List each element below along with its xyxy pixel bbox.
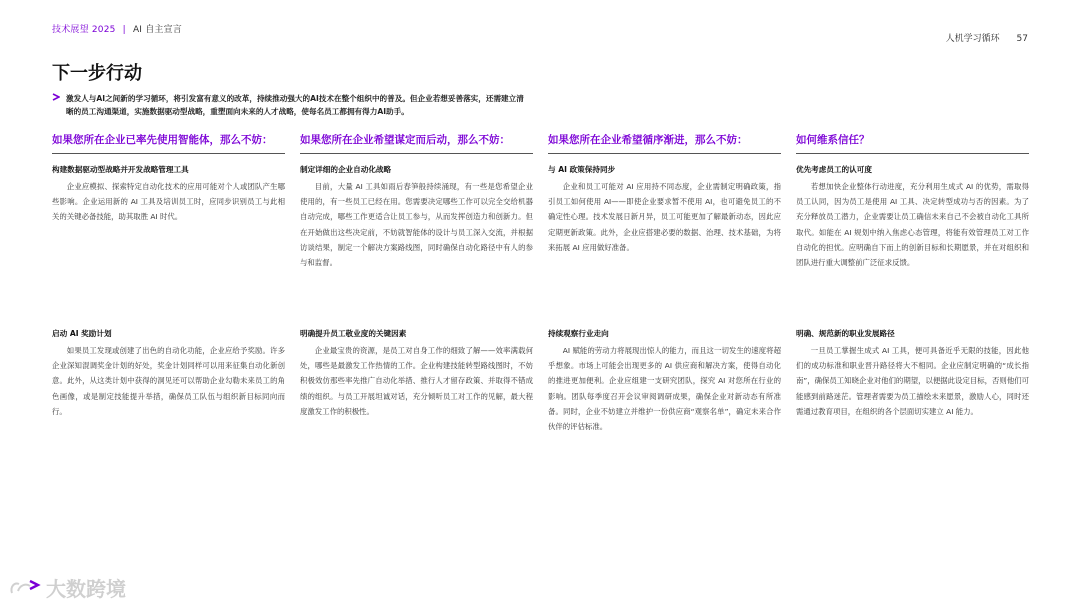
intro-paragraph: 激发人与AI之间新的学习循环，将引发富有意义的改革，持续推动强大的AI技术在整个组织中的普及。但企业若想妥善落实，还需建立清晰的员工沟通渠道，实施数据驱动型战略，重塑面向未来的人才战略，使每名员工都拥有得力AI助手。 bbox=[66, 94, 524, 116]
chevron-right-icon bbox=[52, 93, 60, 101]
section-block bbox=[300, 318, 533, 419]
section-block bbox=[52, 318, 285, 419]
section-block bbox=[548, 318, 781, 434]
section-title: 优先考虑员工的认可度 bbox=[796, 165, 872, 174]
report-subtitle: AI 自主宣言 bbox=[132, 25, 183, 35]
column-deliberate bbox=[300, 132, 533, 416]
section-title: 构建数据驱动型战略并开发战略管理工具 bbox=[52, 165, 189, 174]
watermark-logo-icon bbox=[8, 577, 42, 599]
column-early-adopter bbox=[52, 132, 285, 416]
page-title: 下一步行动 bbox=[52, 63, 142, 84]
section-title: 制定详细的企业自动化战略 bbox=[300, 165, 392, 174]
section-body: 若想加快企业整体行动进度，充分利用生成式 AI 的优势，需取得员工认同，因为员工是使用 AI 工具、决定转型成功与否的因素。为了充分释放员工潜力，企业需要让员工确信未来自己不会被自动化工具所取代。如能在 AI 规划中纳入焦虑心态管理，将能有效管理员工对工作自动化的担忧。应明确自下而上的创新目标和长期愿景，并在对组织和团队进行重大调整前广泛征求反馈。 bbox=[796, 182, 1029, 268]
column-heading: 如果您所在企业已率先使用智能体，那么不妨： bbox=[52, 132, 285, 154]
watermark bbox=[8, 573, 126, 602]
section-body: 一旦员工掌握生成式 AI 工具，便可具备近乎无限的技能，因此他们的成功标准和职业晋升路径将大不相同。企业应制定明确的“成长指南”，确保员工知晓企业对他们的期望，以便据此设定目标，否则他们可能感到前路迷茫。管理者需要为员工描绘未来愿景，激励人心，同时还需通过教育项目，在组织的各个层面切实建立 AI 能力。 bbox=[796, 346, 1029, 416]
report-name: 技术展望 2025 bbox=[52, 25, 116, 35]
header-separator: | bbox=[122, 25, 126, 35]
section-body: AI 赋能的劳动力将展现出惊人的能力，而且这一切发生的速度将超乎想象。市场上可能会出现更多的 AI 供应商和解决方案，使得自动化的推进更加便利。企业应组建一支研究团队，探究 AI 对您所在行业的影响。团队每季度召开会议审阅调研成果，确保企业对新动态有所准备。同时，企业不妨建立并维护一份供应商“观察名单”，确定未来合作伙伴的评估标准。 bbox=[548, 346, 781, 432]
column-heading: 如果您所在企业希望谋定而后动，那么不妨： bbox=[300, 132, 533, 154]
section-name: 人机学习循环 bbox=[945, 34, 1000, 44]
column-heading: 如何维系信任？ bbox=[796, 132, 1029, 154]
section-title: 与 AI 政策保持同步 bbox=[548, 165, 616, 174]
section-body: 企业和员工可能对 AI 应用持不同态度，企业需制定明确政策，指引员工如何使用 AI——即使企业要求暂不使用 AI，也可避免员工的不确定性心理。技术发展日新月异，员工可能更加了解最新动态，因此应定期更新政策。此外，企业应搭建必要的数据、治理、技术基础，为将来拓展 AI 应用做好准备。 bbox=[548, 182, 781, 252]
section-body: 目前，大量 AI 工具如雨后春笋般持续涌现，有一些是您希望企业使用的，有一些员工已经在用。您需要决定哪些工作可以完全交给机器自动完成，哪些工作更适合让员工参与，从而发挥创造力和创新力。但在开始做出这些决定前，不妨就智能体的设计与员工深入交流，并根据访谈结果，制定一个解决方案路线图，同时确保自动化路径中有人的参与和监督。 bbox=[300, 182, 533, 268]
section-body: 如果员工发现或创建了出色的自动化功能，企业应给予奖励。许多企业深知混调奖金计划的好处，奖金计划同样可以用来征集自动化新创意。此外，从这类计划中获得的洞见还可以帮助企业勾勒未来员工的角色画像，或是制定技能提升举措，确保员工队伍与组织新目标同向而行。 bbox=[52, 346, 285, 416]
section-header bbox=[946, 31, 1028, 44]
watermark-text: 大数跨境 bbox=[46, 577, 126, 601]
column-heading: 如果您所在企业希望循序渐进，那么不妨： bbox=[548, 132, 781, 154]
section-title: 启动 AI 奖励计划 bbox=[52, 329, 112, 338]
section-title: 持续观察行业走向 bbox=[548, 329, 609, 338]
section-title: 明确提升员工敬业度的关键因素 bbox=[300, 329, 407, 338]
section-body: 企业应模拟、探索特定自动化技术的应用可能对个人或团队产生哪些影响。企业运用新的 AI 工具及培训员工时，应同步识别员工与此相关的关键必备技能，助其取胜 AI 时代。 bbox=[52, 182, 285, 222]
section-body: 企业最宝贵的资源，是员工对自身工作的细致了解——效率满载何处，哪些是最激发工作热情的工作。企业构建技能转型路线图时，不妨积极效仿那些率先推广自动化举措、推行人才留存政策、并取得不错成绩的组织。与员工开展坦诚对话，充分倾听员工对工作的见解，最大程度激发工作的积极性。 bbox=[300, 346, 533, 416]
column-trust bbox=[796, 132, 1029, 416]
page-number: 57 bbox=[1016, 34, 1028, 44]
section-block bbox=[796, 318, 1029, 419]
section-title: 明确、规范新的职业发展路径 bbox=[796, 329, 895, 338]
report-header bbox=[52, 22, 182, 35]
column-gradual bbox=[548, 132, 781, 432]
